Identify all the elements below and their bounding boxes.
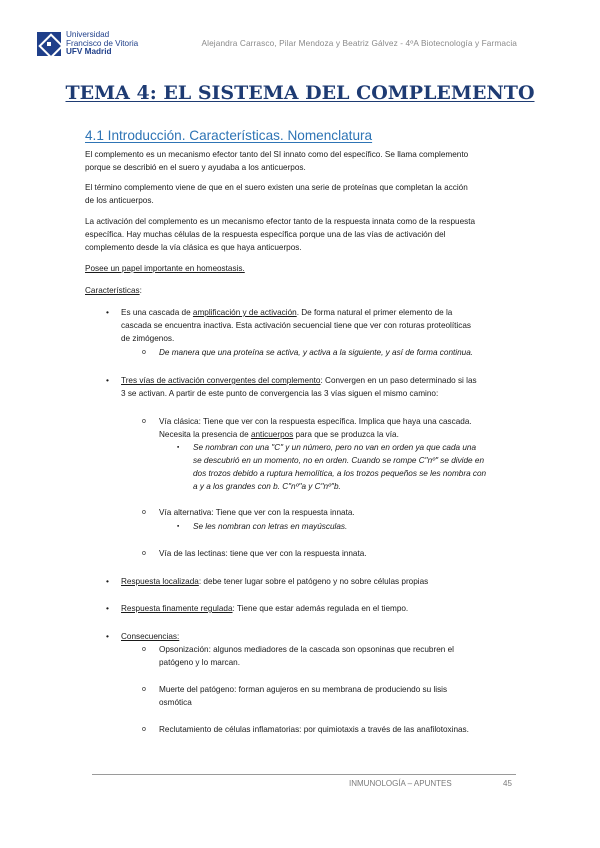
paragraph-line: de los anticuerpos. [85, 196, 154, 205]
bullet-circle: o [142, 686, 146, 693]
paragraph-3 [85, 215, 515, 254]
text-span: : Tiene que estar además regulada en el tiempo. [232, 604, 409, 613]
bullet-circle: o [142, 646, 146, 653]
page-header [37, 28, 517, 64]
item-line [121, 306, 515, 319]
page-number: 45 [503, 779, 512, 788]
page-title: TEMA 4: EL SISTEMA DEL COMPLEMENTO [65, 82, 535, 104]
footer-label: INMUNOLOGÍA – APUNTES [349, 779, 452, 788]
item-line: de zimógenos. [121, 334, 175, 343]
underlined-term: Respuesta finamente regulada [121, 604, 233, 613]
item-line [159, 428, 515, 441]
logo-line-1: Universidad [66, 30, 110, 40]
item-line: se descubrió en un momento, no en orden. Cuando se rompe C"nº" se divide en [193, 456, 484, 465]
item-cascada [121, 306, 515, 345]
item-tres-vias [121, 374, 515, 400]
bullet-square: ▪ [177, 523, 180, 530]
logo-line-3: UFV Madrid [66, 47, 112, 57]
item-consecuencias: Consecuencias: [121, 632, 180, 641]
item-line: Vía clásica: Tiene que ver con la respuesta específica. Implica que haya una cascada. [159, 417, 472, 426]
caracteristicas-colon: : [139, 286, 142, 295]
bullet-circle: o [142, 418, 146, 425]
bullet-disc: • [106, 576, 109, 586]
ufv-emblem-icon [37, 32, 61, 56]
underlined-term: anticuerpos [250, 430, 294, 439]
paragraph-2 [85, 181, 515, 207]
item-via-alternativa-detail: Se les nombran con letras en mayúsculas. [193, 522, 348, 531]
item-respuesta-regulada [121, 602, 515, 615]
bullet-circle: o [142, 509, 146, 516]
header-authors: Alejandra Carrasco, Pilar Mendoza y Beatriz Gálvez - 4ºA Biotecnología y Farmacia [201, 38, 517, 48]
caracteristicas-heading [85, 284, 515, 297]
item-via-alternativa: Vía alternativa: Tiene que ver con la respuesta innata. [159, 508, 355, 517]
item-line: cascada se encuentra inactiva. Esta activación secuencial tiene que ver con roturas proteolíticas [121, 321, 471, 330]
caracteristicas-label: Características [85, 286, 140, 295]
text-span: Es una cascada de [121, 308, 193, 317]
item-line: Muerte del patógeno: forman agujeros en su membrana de produciendo su lisis [159, 685, 448, 694]
text-span: : Convergen en un paso determinado si las [320, 376, 477, 385]
section-heading: 4.1 Introducción. Características. Nomenclatura [85, 128, 373, 143]
bullet-square: ▪ [177, 444, 180, 451]
item-respuesta-localizada [121, 575, 515, 588]
item-reclutamiento: Reclutamiento de células inflamatorias: por quimiotaxis a través de las anafilotoxinas. [159, 725, 469, 734]
text-span: . De forma natural el primer elemento de la [296, 308, 453, 317]
item-line: 3 se activan. A partir de este punto de convergencia las 3 vías siguen el mismo camino: [121, 389, 439, 398]
bullet-disc: • [106, 603, 109, 613]
item-line: Opsonización: algunos mediadores de la cascada son opsoninas que recubren el [159, 645, 454, 654]
text-span: para que se produzca la vía. [293, 430, 399, 439]
bullet-circle: o [142, 726, 146, 733]
bullet-disc: • [106, 631, 109, 641]
item-muerte-patogeno [159, 683, 515, 709]
paragraph-1 [85, 148, 515, 174]
homeostasis-note: Posee un papel importante en homeostasis. [85, 264, 245, 273]
item-via-lectinas: Vía de las lectinas: tiene que ver con la respuesta innata. [159, 549, 367, 558]
paragraph-line: porque se describió en el suero y ayudaba a los anticuerpos. [85, 163, 306, 172]
item-line: patógeno y lo marcan. [159, 658, 241, 667]
item-opsonizacion [159, 643, 515, 669]
item-cascada-detail: De manera que una proteína se activa, y activa a la siguiente, y así de forma continua. [159, 348, 474, 357]
bullet-disc: • [106, 375, 109, 385]
paragraph-line: El complemento es un mecanismo efector tanto del SI innato como del específico. Se llama complemento [85, 150, 469, 159]
item-line [121, 374, 515, 387]
item-via-clasica-detail [193, 441, 515, 493]
item-line: osmótica [159, 698, 192, 707]
paragraph-line: complemento desde la vía clásica es que haya anticuerpos. [85, 243, 302, 252]
underlined-term: Tres vías de activación convergentes del complemento [121, 376, 321, 385]
item-via-clasica [159, 415, 515, 441]
underlined-term: amplificación y de activación [192, 308, 297, 317]
paragraph-line: El término complemento viene de que en el suero existen una serie de proteínas que completan la acción [85, 183, 468, 192]
bullet-disc: • [106, 307, 109, 317]
item-line: a y a los grandes con b. C"nº"a y C"nº"b. [193, 482, 341, 491]
logo-line-2: Francisco de Vitoria [66, 38, 139, 48]
item-line: Se nombran con una "C" y un número, pero no van en orden ya que cada una [193, 443, 477, 452]
text-span: Necesita la presencia de [159, 430, 251, 439]
text-span: : debe tener lugar sobre el patógeno y no sobre células propias [198, 577, 429, 586]
paragraph-line: específica. Hay muchas células de la respuesta específica porque una de las vías de activación del [85, 230, 446, 239]
underlined-term: Respuesta localizada [121, 577, 199, 586]
footer-divider [92, 774, 516, 775]
bullet-circle: o [142, 349, 146, 356]
bullet-circle: o [142, 550, 146, 557]
logo-text [66, 31, 138, 57]
paragraph-line: La activación del complemento es un mecanismo efector tanto de la respuesta innata como de la respuesta [85, 217, 476, 226]
item-line: dos trozos debido a ruptura hemolítica, a los trozos pequeños se les nombra con [193, 469, 487, 478]
university-logo [37, 28, 147, 60]
